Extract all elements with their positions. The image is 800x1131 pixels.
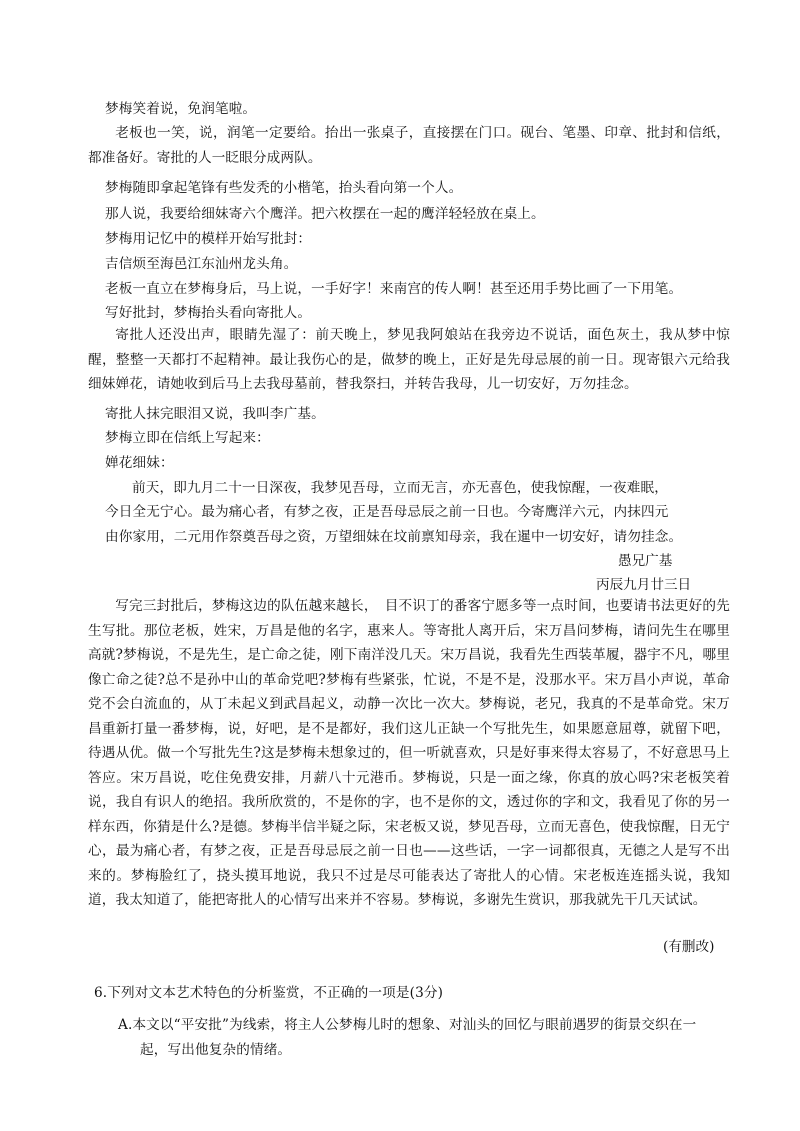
story-line: 写好批封，梦梅抬头看向寄批人。 [105,305,312,321]
story-line: 吉信烦至海邑江东汕州龙头角。 [105,256,298,272]
story-line: 梦梅笑着说，免润笔啦。 [105,101,257,117]
letter-salutation: 婵花细妹： [105,455,174,471]
question-stem: 6.下列对文本艺术特色的分析鉴赏，不正确的一项是(3分) [94,985,444,1001]
option-a-line: 起，写出他复杂的情绪。 [140,1042,292,1058]
story-paragraph: 写完三封批后，梦梅这边的队伍越来越长， 目不识丁的番客宁愿多等一点时间，也要请书法更好的先生写批。那位老板，姓宋，万昌是他的名字，惠来人。等寄批人离开后，宋万昌问梦梅，请问先生在哪里高就?梦梅说，不是先生，是亡命之徒，刚下南洋没几天。宋万昌说，我看先生西装革履，器宇不凡，哪里像亡命之徒?总不是孙中山的革命党吧?梦梅有些紧张，忙说，不是不是，没那水平。宋万昌小声说，革命党不会白流血的，从丁未起义到武昌起义，动静一次比一次大。梦梅说，老兄，我真的不是革命党。宋万昌重新打量一番梦梅，说，好吧，是不是都好，我们这儿正缺一个写批先生，如果愿意屈尊，就留下吧，待遇从优。做一个写批先生?这是梦梅未想象过的，但一听就喜欢，只是好事来得太容易了，不好意思马上答应。宋万昌说，吃住免费安排，月薪八十元港币。梦梅说，只是一面之缘，你真的放心吗?宋老板笑着说，我自有识人的绝招。我所欣赏的，不是你的字，也不是你的文，透过你的字和文，我看见了你的另一样东西，你猜是什么?是德。梦梅半信半疑之际，宋老板又说，梦见吾母，立而无喜色，使我惊醒，日无宁心，最为痛心者，有梦之夜，正是吾母忌辰之前一日也——这些话，一字一词都很真，无德之人是写不出来的。梦梅脸红了，挠头摸耳地说，我只不过是尽可能表达了寄批人的心情。宋老板连连摇头说，我知道，我太知道了，能把寄批人的心情写出来并不容易。梦梅说，多谢先生赏识，那我就先干几天试试。 [88,598,730,908]
story-line: 那人说，我要给细妹寄六个鹰洋。把六枚摆在一起的鹰洋轻轻放在桌上。 [105,206,545,222]
letter-line: 今日全无宁心。最为痛心者，有梦之夜，正是吾母忌辰之前一日也。今寄鹰洋六元，内抹四元 [105,504,669,520]
story-line: 梦梅随即拿起笔锋有些发秃的小楷笔，抬头看向第一个人。 [105,180,463,196]
letter-line: 由你家用，二元用作祭奠吾母之资，万望细妹在坟前禀知母亲，我在暹中一切安好，请勿挂念。 [105,529,683,545]
option-a-line: A.本文以“平安批”为线索，将主人公梦梅儿时的想象、对汕头的回忆与眼前遇罗的街景交织在一 [118,1017,697,1033]
story-line: 梦梅立即在信纸上写起来： [105,430,270,446]
letter-line: 前天，即九月二十一日深夜，我梦见吾母，立而无言，亦无喜色，使我惊醒，一夜难眠， [132,480,669,496]
story-line: 老板一直立在梦梅身后，马上说，一手好字！来南宫的传人啊！甚至还用手势比画了一下用笔。 [105,281,683,297]
letter-date: 丙辰九月廿三日 [596,577,692,593]
story-paragraph: 寄批人还没出声，眼睛先湿了：前天晚上，梦见我阿娘站在我旁边不说话，面色灰土，我从梦中惊醒，整整一天都打不起精神。最让我伤心的是，做梦的晚上，正好是先母忌展的前一日。现寄银六元给我细妹婵花，请她收到后马上去我母墓前，替我祭扫，并转告我母，儿一切安好，万勿挂念。 [88,327,730,392]
abridged-note: (有删改) [663,939,715,955]
story-line: 寄批人抹完眼泪又说，我叫李广基。 [105,406,325,422]
story-line: 梦梅用记忆中的模样开始写批封： [105,231,312,247]
story-paragraph: 老板也一笑，说，润笔一定要给。抬出一张桌子，直接摆在门口。砚台、笔墨、印章、批封和信纸，都准备好。寄批的人一眨眼分成两队。 [88,125,730,166]
letter-signature: 愚兄广基 [618,553,673,569]
